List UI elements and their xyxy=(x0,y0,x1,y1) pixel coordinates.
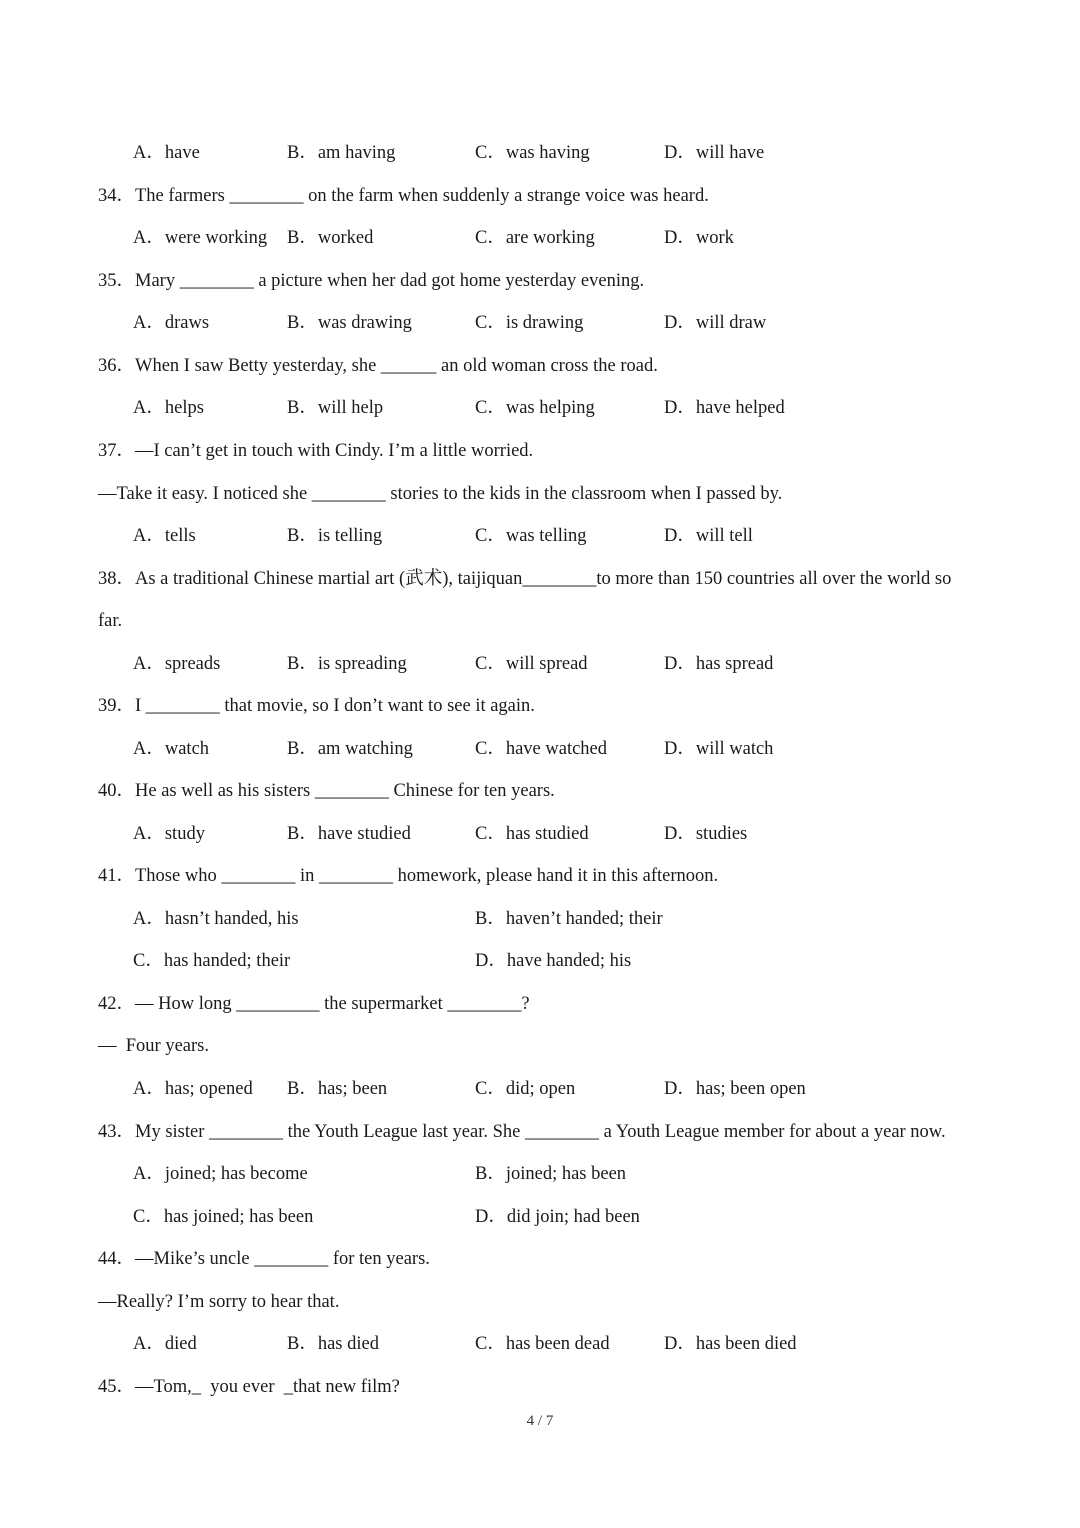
question-stem: 45．—Tom,_ you ever _that new film? xyxy=(98,1377,400,1397)
option-d: D．has been died xyxy=(664,1334,797,1354)
question-stem: 36．When I saw Betty yesterday, she ______ an old woman cross the road. xyxy=(98,356,658,376)
question-stem-continuation: far. xyxy=(98,611,123,631)
option-a: A．has; opened xyxy=(133,1079,253,1099)
question-stem: 44．—Mike’s uncle ________ for ten years. xyxy=(98,1249,430,1269)
option-a: A．draws xyxy=(133,313,210,333)
option-d: D．studies xyxy=(664,824,748,844)
option-d: D．has spread xyxy=(664,654,774,674)
question-stem: 39．I ________ that movie, so I don’t want to see it again. xyxy=(98,696,535,716)
option-b: B．is spreading xyxy=(287,654,407,674)
option-c: C．was helping xyxy=(475,398,595,418)
option-c: C．are working xyxy=(475,228,595,248)
option-c: C．has studied xyxy=(475,824,589,844)
option-a: A．died xyxy=(133,1334,197,1354)
option-b: B．worked xyxy=(287,228,374,248)
question-stem: 37．—I can’t get in touch with Cindy. I’m a little worried. xyxy=(98,441,534,461)
option-b: B．have studied xyxy=(287,824,411,844)
option-a: A．have xyxy=(133,143,200,163)
option-c: C．was telling xyxy=(475,526,587,546)
question-stem: 34．The farmers ________ on the farm when suddenly a strange voice was heard. xyxy=(98,186,709,206)
option-d: D．will watch xyxy=(664,739,774,759)
option-c: C．have watched xyxy=(475,739,608,759)
option-c: C．will spread xyxy=(475,654,588,674)
option-b: B．haven’t handed; their xyxy=(475,909,663,929)
option-c: C．is drawing xyxy=(475,313,584,333)
option-a: A．joined; has become xyxy=(133,1164,308,1184)
option-d: D．work xyxy=(664,228,734,248)
page-number: 4 / 7 xyxy=(526,1413,554,1429)
option-b: B．was drawing xyxy=(287,313,412,333)
option-d: D．have helped xyxy=(664,398,785,418)
option-c: C．has joined; has been xyxy=(133,1207,314,1227)
option-b: B．has died xyxy=(287,1334,379,1354)
option-b: B．am having xyxy=(287,143,396,163)
option-d: D．has; been open xyxy=(664,1079,806,1099)
option-c: C．has handed; their xyxy=(133,951,291,971)
option-a: A．hasn’t handed, his xyxy=(133,909,299,929)
option-a: A．tells xyxy=(133,526,196,546)
option-a: A．spreads xyxy=(133,654,221,674)
question-stem: 40．He as well as his sisters ________ Chinese for ten years. xyxy=(98,781,555,801)
option-a: A．were working xyxy=(133,228,268,248)
option-b: B．am watching xyxy=(287,739,413,759)
question-stem: 41．Those who ________ in ________ homework, please hand it in this afternoon. xyxy=(98,866,719,886)
option-d: D．will draw xyxy=(664,313,767,333)
question-stem: 43．My sister ________ the Youth League last year. She ________ a Youth League member for about a year now. xyxy=(98,1122,946,1142)
option-d: D．have handed; his xyxy=(475,951,632,971)
question-stem: 38．As a traditional Chinese martial art (武术), taijiquan________to more than 150 countries all over the world so xyxy=(98,569,952,589)
option-b: B．joined; has been xyxy=(475,1164,627,1184)
option-d: D．will tell xyxy=(664,526,753,546)
option-c: C．has been dead xyxy=(475,1334,610,1354)
option-a: A．watch xyxy=(133,739,210,759)
option-a: A．helps xyxy=(133,398,204,418)
option-c: C．was having xyxy=(475,143,590,163)
option-b: B．has; been xyxy=(287,1079,388,1099)
option-b: B．is telling xyxy=(287,526,383,546)
question-stem: 35．Mary ________ a picture when her dad got home yesterday evening. xyxy=(98,271,645,291)
dialogue-reply: — Four years. xyxy=(98,1036,209,1056)
dialogue-reply: —Take it easy. I noticed she ________ stories to the kids in the classroom when I passed by. xyxy=(98,484,783,504)
option-d: D．will have xyxy=(664,143,765,163)
option-d: D．did join; had been xyxy=(475,1207,640,1227)
option-b: B．will help xyxy=(287,398,384,418)
question-stem: 42．— How long _________ the supermarket ________? xyxy=(98,994,530,1014)
option-c: C．did; open xyxy=(475,1079,576,1099)
dialogue-reply: —Really? I’m sorry to hear that. xyxy=(98,1292,340,1312)
option-a: A．study xyxy=(133,824,205,844)
